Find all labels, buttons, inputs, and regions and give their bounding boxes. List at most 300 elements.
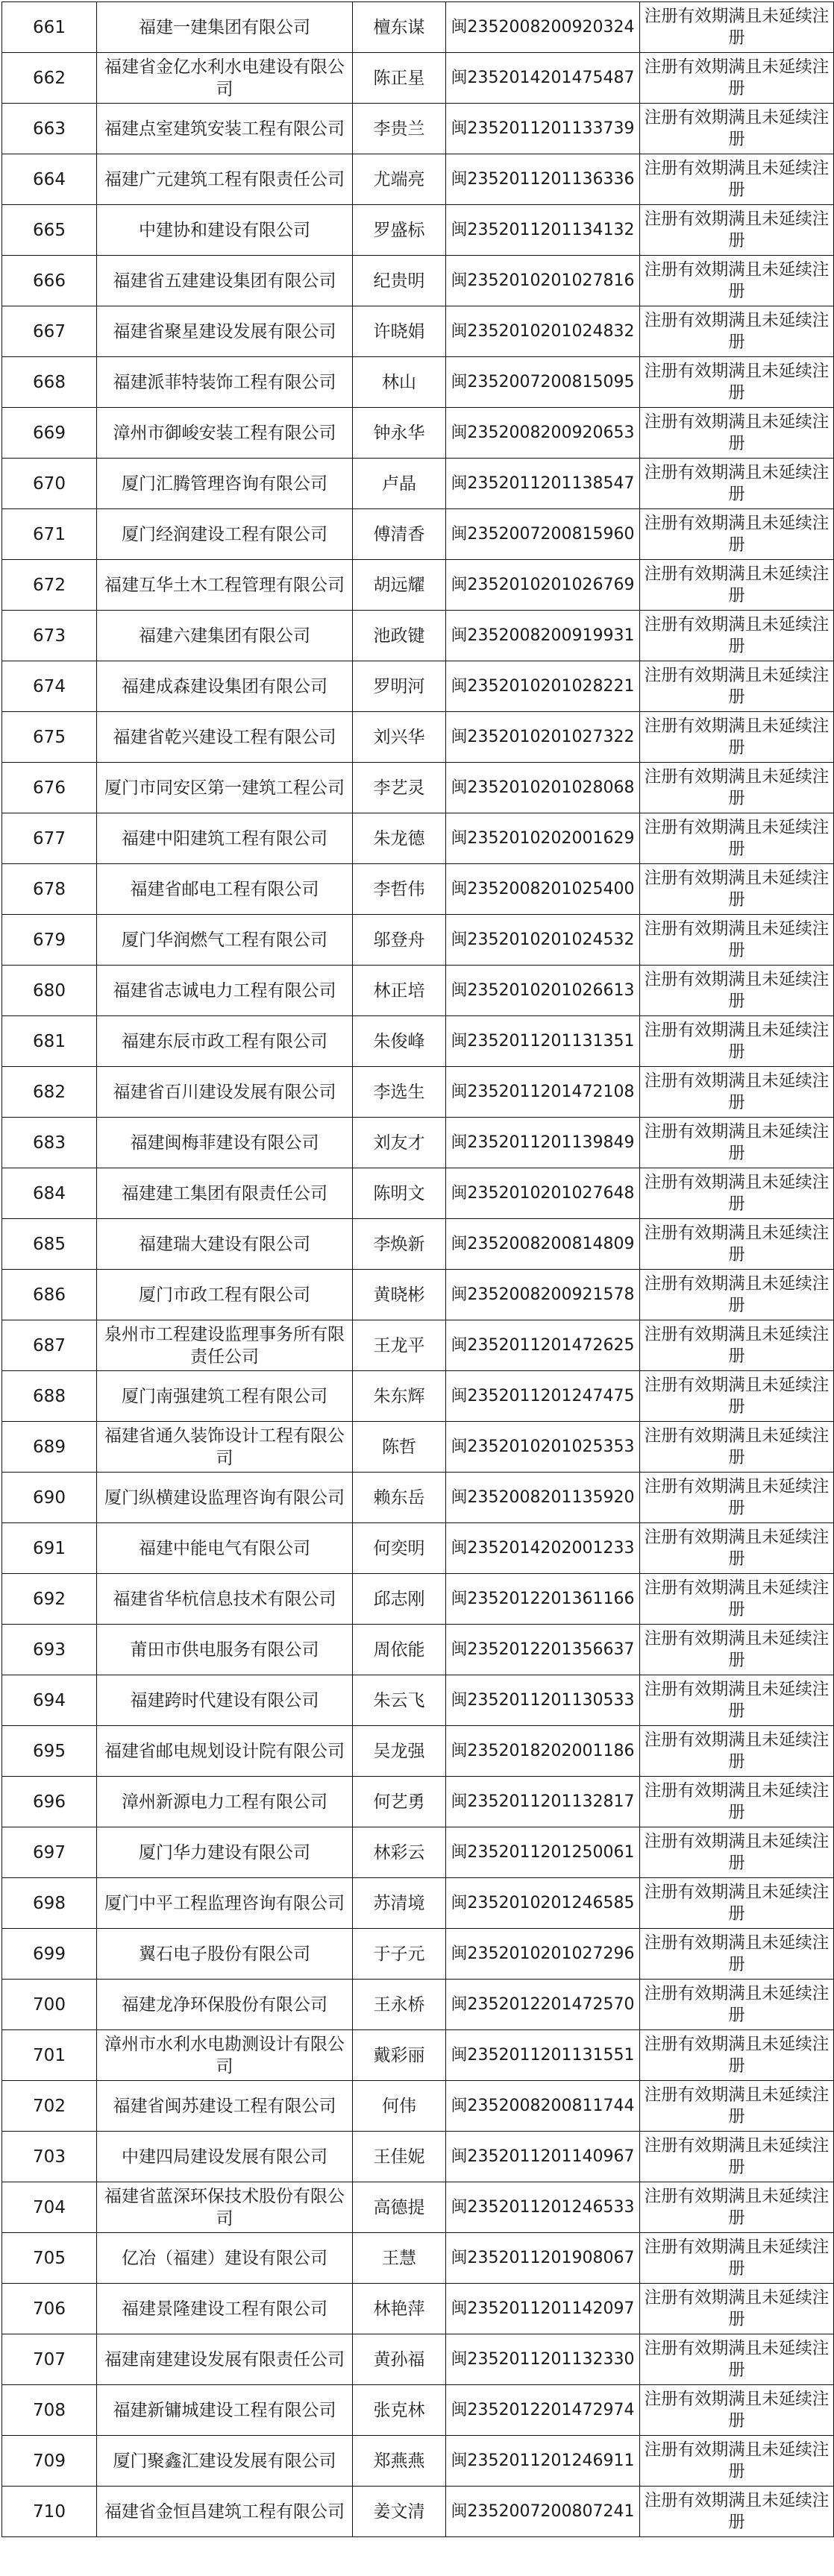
certificate-number: 闽2352010202001629	[446, 813, 640, 864]
table-row	[2, 1016, 834, 1067]
person-name: 王永桥	[353, 1980, 446, 2030]
certificate-number: 闽2352011201139849	[446, 1118, 640, 1168]
registration-status: 注册有效期满且未延续注册	[640, 2030, 834, 2081]
person-name: 邱志刚	[353, 1574, 446, 1625]
table-row	[2, 2, 834, 53]
person-name: 高德提	[353, 2182, 446, 2233]
registration-status: 注册有效期满且未延续注册	[640, 1320, 834, 1371]
row-number: 680	[2, 966, 97, 1016]
table-row	[2, 1371, 834, 1422]
row-number: 699	[2, 1929, 97, 1980]
company-name: 福建闽梅菲建设有限公司	[97, 1118, 353, 1168]
certificate-number: 闽2352010201024532	[446, 915, 640, 966]
table-row	[2, 560, 834, 611]
row-number: 681	[2, 1016, 97, 1067]
table-row	[2, 2487, 834, 2537]
row-number: 692	[2, 1574, 97, 1625]
company-name: 亿冶（福建）建设有限公司	[97, 2233, 353, 2284]
certificate-number: 闽2352008201025400	[446, 864, 640, 915]
table-row	[2, 1118, 834, 1168]
certificate-number: 闽2352010201024832	[446, 306, 640, 357]
person-name: 刘友才	[353, 1118, 446, 1168]
company-name: 福建点室建筑安装工程有限公司	[97, 104, 353, 154]
company-name: 福建省金恒昌建筑工程有限公司	[97, 2487, 353, 2537]
table-row	[2, 1726, 834, 1777]
table-row	[2, 2334, 834, 2385]
registration-status: 注册有效期满且未延续注册	[640, 408, 834, 459]
person-name: 陈正星	[353, 53, 446, 104]
person-name: 罗明河	[353, 661, 446, 712]
company-name: 福建省百川建设发展有限公司	[97, 1067, 353, 1118]
certificate-number: 闽2352010201027322	[446, 712, 640, 763]
person-name: 黄晓彬	[353, 1270, 446, 1320]
table-row	[2, 1523, 834, 1574]
person-name: 檀东谋	[353, 2, 446, 53]
person-name: 朱龙德	[353, 813, 446, 864]
row-number: 686	[2, 1270, 97, 1320]
certificate-number: 闽2352008200920324	[446, 2, 640, 53]
person-name: 林山	[353, 357, 446, 408]
registration-status: 注册有效期满且未延续注册	[640, 2436, 834, 2487]
table-row	[2, 2030, 834, 2081]
row-number: 663	[2, 104, 97, 154]
company-name: 福建中阳建筑工程有限公司	[97, 813, 353, 864]
table-row	[2, 966, 834, 1016]
person-name: 朱俊峰	[353, 1016, 446, 1067]
company-name: 福建南建建设发展有限责任公司	[97, 2334, 353, 2385]
certificate-number: 闽2352014201475487	[446, 53, 640, 104]
certificate-number: 闽2352011201136336	[446, 154, 640, 205]
person-name: 戴彩丽	[353, 2030, 446, 2081]
company-name: 福建省通久装饰设计工程有限公司	[97, 1422, 353, 1473]
person-name: 赖东岳	[353, 1473, 446, 1523]
table-row	[2, 2284, 834, 2334]
registration-status: 注册有效期满且未延续注册	[640, 1827, 834, 1878]
registration-status: 注册有效期满且未延续注册	[640, 1118, 834, 1168]
table-row	[2, 2233, 834, 2284]
row-number: 693	[2, 1625, 97, 1675]
person-name: 陈哲	[353, 1422, 446, 1473]
table-row	[2, 53, 834, 104]
registration-status: 注册有效期满且未延续注册	[640, 53, 834, 104]
company-name: 福建省邮电规划设计院有限公司	[97, 1726, 353, 1777]
company-name: 漳州新源电力工程有限公司	[97, 1777, 353, 1827]
company-name: 福建省聚星建设发展有限公司	[97, 306, 353, 357]
table-row	[2, 509, 834, 560]
row-number: 696	[2, 1777, 97, 1827]
company-name: 福建成森建设集团有限公司	[97, 661, 353, 712]
person-name: 李选生	[353, 1067, 446, 1118]
certificate-number: 闽2352011201132330	[446, 2334, 640, 2385]
registration-status: 注册有效期满且未延续注册	[640, 2081, 834, 2132]
table-row	[2, 256, 834, 306]
row-number: 701	[2, 2030, 97, 2081]
row-number: 684	[2, 1168, 97, 1219]
table-row	[2, 1625, 834, 1675]
person-name: 傅清香	[353, 509, 446, 560]
person-name: 何奕明	[353, 1523, 446, 1574]
registration-status: 注册有效期满且未延续注册	[640, 459, 834, 509]
table-row	[2, 1878, 834, 1929]
certificate-number: 闽2352010201026769	[446, 560, 640, 611]
row-number: 667	[2, 306, 97, 357]
registration-status: 注册有效期满且未延续注册	[640, 256, 834, 306]
registration-status: 注册有效期满且未延续注册	[640, 1980, 834, 2030]
registration-status: 注册有效期满且未延续注册	[640, 966, 834, 1016]
certificate-number: 闽2352008201135920	[446, 1473, 640, 1523]
row-number: 676	[2, 763, 97, 813]
row-number: 670	[2, 459, 97, 509]
certificate-number: 闽2352011201246911	[446, 2436, 640, 2487]
row-number: 672	[2, 560, 97, 611]
registration-status: 注册有效期满且未延续注册	[640, 1929, 834, 1980]
registration-status: 注册有效期满且未延续注册	[640, 509, 834, 560]
company-name: 厦门华润燃气工程有限公司	[97, 915, 353, 966]
row-number: 694	[2, 1675, 97, 1726]
registration-status: 注册有效期满且未延续注册	[640, 306, 834, 357]
table-row	[2, 1980, 834, 2030]
registration-status: 注册有效期满且未延续注册	[640, 1016, 834, 1067]
person-name: 朱东辉	[353, 1371, 446, 1422]
table-row	[2, 2436, 834, 2487]
table-row	[2, 1270, 834, 1320]
certificate-number: 闽2352011201246533	[446, 2182, 640, 2233]
row-number: 708	[2, 2385, 97, 2436]
company-name: 福建东辰市政工程有限公司	[97, 1016, 353, 1067]
person-name: 何伟	[353, 2081, 446, 2132]
person-name: 何艺勇	[353, 1777, 446, 1827]
row-number: 666	[2, 256, 97, 306]
person-name: 苏清境	[353, 1878, 446, 1929]
row-number: 673	[2, 611, 97, 661]
table-row	[2, 813, 834, 864]
company-name: 厦门市政工程有限公司	[97, 1270, 353, 1320]
person-name: 卢晶	[353, 459, 446, 509]
person-name: 李艺灵	[353, 763, 446, 813]
table-row	[2, 357, 834, 408]
certificate-number: 闽2352008200921578	[446, 1270, 640, 1320]
row-number: 683	[2, 1118, 97, 1168]
company-name: 厦门华力建设有限公司	[97, 1827, 353, 1878]
person-name: 李焕新	[353, 1219, 446, 1270]
row-number: 669	[2, 408, 97, 459]
table-row	[2, 104, 834, 154]
company-name: 翼石电子股份有限公司	[97, 1929, 353, 1980]
row-number: 662	[2, 53, 97, 104]
company-name: 福建建工集团有限责任公司	[97, 1168, 353, 1219]
table-row	[2, 154, 834, 205]
certificate-number: 闽2352007200815095	[446, 357, 640, 408]
company-name: 福建瑞大建设有限公司	[97, 1219, 353, 1270]
certificate-number: 闽2352010201027296	[446, 1929, 640, 1980]
person-name: 吴龙强	[353, 1726, 446, 1777]
person-name: 王慧	[353, 2233, 446, 2284]
person-name: 黄孙福	[353, 2334, 446, 2385]
company-name: 厦门南强建筑工程有限公司	[97, 1371, 353, 1422]
row-number: 705	[2, 2233, 97, 2284]
table-row	[2, 1422, 834, 1473]
row-number: 690	[2, 1473, 97, 1523]
certificate-number: 闽2352008200919931	[446, 611, 640, 661]
registration-status: 注册有效期满且未延续注册	[640, 1726, 834, 1777]
row-number: 704	[2, 2182, 97, 2233]
registration-status: 注册有效期满且未延续注册	[640, 1523, 834, 1574]
registration-status: 注册有效期满且未延续注册	[640, 1574, 834, 1625]
table-row	[2, 712, 834, 763]
person-name: 李贵兰	[353, 104, 446, 154]
registration-status: 注册有效期满且未延续注册	[640, 763, 834, 813]
row-number: 700	[2, 1980, 97, 2030]
certificate-number: 闽2352012201472570	[446, 1980, 640, 2030]
person-name: 张克林	[353, 2385, 446, 2436]
company-name: 厦门聚鑫汇建设发展有限公司	[97, 2436, 353, 2487]
company-name: 福建互华土木工程管理有限公司	[97, 560, 353, 611]
certificate-number: 闽2352011201250061	[446, 1827, 640, 1878]
certificate-number: 闽2352011201130533	[446, 1675, 640, 1726]
certificate-number: 闽2352011201131551	[446, 2030, 640, 2081]
row-number: 687	[2, 1320, 97, 1371]
registration-status: 注册有效期满且未延续注册	[640, 1168, 834, 1219]
company-name: 福建派菲特装饰工程有限公司	[97, 357, 353, 408]
company-name: 厦门市同安区第一建筑工程公司	[97, 763, 353, 813]
row-number: 702	[2, 2081, 97, 2132]
registration-table	[1, 1, 834, 2537]
person-name: 姜文清	[353, 2487, 446, 2537]
certificate-number: 闽2352011201134132	[446, 205, 640, 256]
registration-status: 注册有效期满且未延续注册	[640, 1270, 834, 1320]
registration-status: 注册有效期满且未延续注册	[640, 2385, 834, 2436]
company-name: 福建省金亿水利水电建设有限公司	[97, 53, 353, 104]
person-name: 罗盛标	[353, 205, 446, 256]
certificate-number: 闽2352010201246585	[446, 1878, 640, 1929]
certificate-number: 闽2352011201472108	[446, 1067, 640, 1118]
registration-status: 注册有效期满且未延续注册	[640, 864, 834, 915]
row-number: 707	[2, 2334, 97, 2385]
certificate-number: 闽2352011201142097	[446, 2284, 640, 2334]
row-number: 709	[2, 2436, 97, 2487]
company-name: 福建龙净环保股份有限公司	[97, 1980, 353, 2030]
company-name: 中建四局建设发展有限公司	[97, 2132, 353, 2182]
table-row	[2, 763, 834, 813]
company-name: 厦门中平工程监理咨询有限公司	[97, 1878, 353, 1929]
table-row	[2, 2132, 834, 2182]
person-name: 尤端亮	[353, 154, 446, 205]
certificate-number: 闽2352010201027816	[446, 256, 640, 306]
company-name: 福建跨时代建设有限公司	[97, 1675, 353, 1726]
table-row	[2, 1168, 834, 1219]
registration-status: 注册有效期满且未延续注册	[640, 1371, 834, 1422]
person-name: 朱云飞	[353, 1675, 446, 1726]
certificate-number: 闽2352014202001233	[446, 1523, 640, 1574]
table-row	[2, 459, 834, 509]
registration-status: 注册有效期满且未延续注册	[640, 104, 834, 154]
company-name: 福建省华杭信息技术有限公司	[97, 1574, 353, 1625]
registration-status: 注册有效期满且未延续注册	[640, 2, 834, 53]
registration-status: 注册有效期满且未延续注册	[640, 1473, 834, 1523]
company-name: 厦门经润建设工程有限公司	[97, 509, 353, 560]
row-number: 688	[2, 1371, 97, 1422]
company-name: 福建广元建筑工程有限责任公司	[97, 154, 353, 205]
table-row	[2, 2081, 834, 2132]
company-name: 厦门纵横建设监理咨询有限公司	[97, 1473, 353, 1523]
company-name: 厦门汇腾管理咨询有限公司	[97, 459, 353, 509]
certificate-number: 闽2352018202001186	[446, 1726, 640, 1777]
registration-status: 注册有效期满且未延续注册	[640, 1625, 834, 1675]
row-number: 710	[2, 2487, 97, 2537]
person-name: 胡远耀	[353, 560, 446, 611]
table-row	[2, 611, 834, 661]
table-row	[2, 1675, 834, 1726]
row-number: 697	[2, 1827, 97, 1878]
company-name: 福建省五建建设集团有限公司	[97, 256, 353, 306]
registration-status: 注册有效期满且未延续注册	[640, 1675, 834, 1726]
company-name: 福建景隆建设工程有限公司	[97, 2284, 353, 2334]
company-name: 福建中能电气有限公司	[97, 1523, 353, 1574]
certificate-number: 闽2352011201247475	[446, 1371, 640, 1422]
certificate-number: 闽2352007200815960	[446, 509, 640, 560]
row-number: 675	[2, 712, 97, 763]
row-number: 665	[2, 205, 97, 256]
certificate-number: 闽2352008200920653	[446, 408, 640, 459]
certificate-number: 闽2352010201027648	[446, 1168, 640, 1219]
registration-status: 注册有效期满且未延续注册	[640, 2233, 834, 2284]
certificate-number: 闽2352011201133739	[446, 104, 640, 154]
certificate-number: 闽2352011201472625	[446, 1320, 640, 1371]
row-number: 703	[2, 2132, 97, 2182]
table-row	[2, 2385, 834, 2436]
row-number: 695	[2, 1726, 97, 1777]
registration-status: 注册有效期满且未延续注册	[640, 2334, 834, 2385]
person-name: 林彩云	[353, 1827, 446, 1878]
certificate-number: 闽2352011201140967	[446, 2132, 640, 2182]
person-name: 李哲伟	[353, 864, 446, 915]
person-name: 王龙平	[353, 1320, 446, 1371]
person-name: 池政键	[353, 611, 446, 661]
table-row	[2, 1219, 834, 1270]
row-number: 677	[2, 813, 97, 864]
table-row	[2, 1574, 834, 1625]
certificate-number: 闽2352011201908067	[446, 2233, 640, 2284]
company-name: 福建省乾兴建设工程有限公司	[97, 712, 353, 763]
person-name: 邬登舟	[353, 915, 446, 966]
certificate-number: 闽2352007200807241	[446, 2487, 640, 2537]
company-name: 福建新镛城建设工程有限公司	[97, 2385, 353, 2436]
person-name: 郑燕燕	[353, 2436, 446, 2487]
company-name: 福建省蓝深环保技术股份有限公司	[97, 2182, 353, 2233]
person-name: 刘兴华	[353, 712, 446, 763]
person-name: 许晓娟	[353, 306, 446, 357]
table-row	[2, 1827, 834, 1878]
company-name: 福建六建集团有限公司	[97, 611, 353, 661]
row-number: 698	[2, 1878, 97, 1929]
table-row	[2, 1777, 834, 1827]
person-name: 林艳萍	[353, 2284, 446, 2334]
registration-status: 注册有效期满且未延续注册	[640, 154, 834, 205]
row-number: 682	[2, 1067, 97, 1118]
row-number: 674	[2, 661, 97, 712]
certificate-number: 闽2352012201361166	[446, 1574, 640, 1625]
table-row	[2, 1929, 834, 1980]
certificate-number: 闽2352008200814809	[446, 1219, 640, 1270]
certificate-number: 闽2352012201472974	[446, 2385, 640, 2436]
company-name: 福建一建集团有限公司	[97, 2, 353, 53]
certificate-number: 闽2352012201356637	[446, 1625, 640, 1675]
person-name: 周依能	[353, 1625, 446, 1675]
registration-status: 注册有效期满且未延续注册	[640, 611, 834, 661]
registration-status: 注册有效期满且未延续注册	[640, 2132, 834, 2182]
certificate-number: 闽2352010201028221	[446, 661, 640, 712]
row-number: 706	[2, 2284, 97, 2334]
certificate-number: 闽2352008200811744	[446, 2081, 640, 2132]
certificate-number: 闽2352011201138547	[446, 459, 640, 509]
registration-status: 注册有效期满且未延续注册	[640, 712, 834, 763]
table-row	[2, 2182, 834, 2233]
registration-status: 注册有效期满且未延续注册	[640, 560, 834, 611]
table-row	[2, 864, 834, 915]
company-name: 福建省邮电工程有限公司	[97, 864, 353, 915]
certificate-number: 闽2352010201028068	[446, 763, 640, 813]
person-name: 钟永华	[353, 408, 446, 459]
registration-status: 注册有效期满且未延续注册	[640, 205, 834, 256]
table-row	[2, 661, 834, 712]
person-name: 林正培	[353, 966, 446, 1016]
registration-status: 注册有效期满且未延续注册	[640, 915, 834, 966]
row-number: 668	[2, 357, 97, 408]
row-number: 671	[2, 509, 97, 560]
company-name: 中建协和建设有限公司	[97, 205, 353, 256]
registration-status: 注册有效期满且未延续注册	[640, 813, 834, 864]
registration-status: 注册有效期满且未延续注册	[640, 2487, 834, 2537]
registration-status: 注册有效期满且未延续注册	[640, 357, 834, 408]
certificate-number: 闽2352011201132817	[446, 1777, 640, 1827]
person-name: 王佳妮	[353, 2132, 446, 2182]
registration-status: 注册有效期满且未延续注册	[640, 1219, 834, 1270]
registration-status: 注册有效期满且未延续注册	[640, 1067, 834, 1118]
company-name: 漳州市御峻安装工程有限公司	[97, 408, 353, 459]
table-row	[2, 408, 834, 459]
table-row	[2, 1067, 834, 1118]
table-row	[2, 205, 834, 256]
table-row	[2, 1473, 834, 1523]
company-name: 莆田市供电服务有限公司	[97, 1625, 353, 1675]
company-name: 福建省闽苏建设工程有限公司	[97, 2081, 353, 2132]
person-name: 陈明文	[353, 1168, 446, 1219]
company-name: 福建省志诚电力工程有限公司	[97, 966, 353, 1016]
certificate-number: 闽2352010201025353	[446, 1422, 640, 1473]
row-number: 661	[2, 2, 97, 53]
company-name: 漳州市水利水电勘测设计有限公司	[97, 2030, 353, 2081]
certificate-number: 闽2352011201131351	[446, 1016, 640, 1067]
table-row	[2, 306, 834, 357]
row-number: 689	[2, 1422, 97, 1473]
row-number: 678	[2, 864, 97, 915]
row-number: 691	[2, 1523, 97, 1574]
registration-status: 注册有效期满且未延续注册	[640, 2182, 834, 2233]
table-body	[2, 2, 834, 2537]
company-name: 泉州市工程建设监理事务所有限责任公司	[97, 1320, 353, 1371]
row-number: 679	[2, 915, 97, 966]
person-name: 于子元	[353, 1929, 446, 1980]
registration-status: 注册有效期满且未延续注册	[640, 2284, 834, 2334]
table-row	[2, 915, 834, 966]
row-number: 664	[2, 154, 97, 205]
registration-status: 注册有效期满且未延续注册	[640, 1878, 834, 1929]
table-row	[2, 1320, 834, 1371]
certificate-number: 闽2352010201026613	[446, 966, 640, 1016]
registration-status: 注册有效期满且未延续注册	[640, 1777, 834, 1827]
registration-status: 注册有效期满且未延续注册	[640, 1422, 834, 1473]
row-number: 685	[2, 1219, 97, 1270]
